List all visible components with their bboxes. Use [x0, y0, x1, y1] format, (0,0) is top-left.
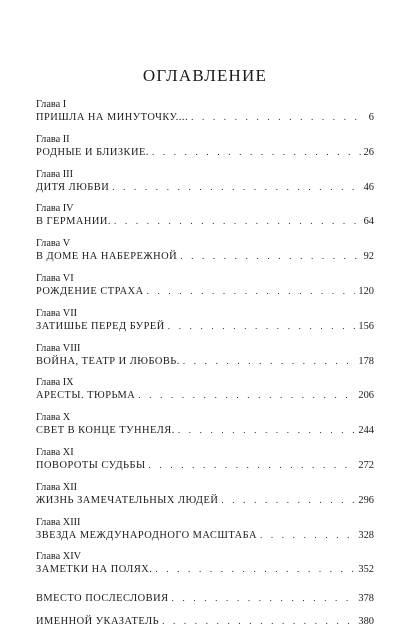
chapter-label: Глава IX: [36, 377, 74, 389]
toc-row: [36, 285, 374, 298]
toc-page-number: 296: [358, 494, 374, 506]
toc-chapter-entry: [36, 99, 374, 134]
chapter-label: Глава XIII: [36, 516, 81, 528]
dot-leader: [147, 285, 356, 298]
toc-chapter-entry: [36, 308, 374, 343]
toc-page-number: 272: [358, 459, 374, 471]
toc-entry-title: В ГЕРМАНИИ.: [36, 216, 112, 228]
chapter-label: Глава X: [36, 412, 71, 424]
toc-entry-title: ДИТЯ ЛЮБВИ: [36, 181, 110, 193]
toc-page-number: 352: [358, 564, 374, 576]
toc-row: [36, 111, 374, 124]
toc-page-number: 178: [358, 355, 374, 367]
chapter-label: Глава XIV: [36, 551, 82, 563]
toc-row: [36, 389, 374, 402]
toc-chapter-entry: [36, 551, 374, 586]
toc-row: [36, 592, 374, 605]
chapter-label: Глава II: [36, 133, 70, 145]
toc-entry-title: АРЕСТЫ. ТЮРЬМА: [36, 390, 136, 402]
dot-leader: [152, 146, 361, 159]
toc-page-number: 120: [358, 285, 374, 297]
toc-page-number: 46: [363, 181, 374, 193]
toc-entry-title: ВМЕСТО ПОСЛЕСЛОВИЯ: [36, 593, 169, 605]
toc-row: [36, 459, 374, 472]
toc-page-number: 92: [363, 251, 374, 263]
chapter-label: Глава V: [36, 238, 71, 250]
toc-row: [36, 424, 374, 437]
toc-entry-title: РОЖДЕНИЕ СТРАХА: [36, 285, 144, 297]
toc-chapter-entry: [36, 203, 374, 238]
dot-leader: [180, 250, 360, 263]
toc-chapter-entry: [36, 482, 374, 517]
toc-row: [36, 320, 374, 333]
toc-page-number: 328: [358, 529, 374, 541]
dot-leader: [172, 592, 356, 605]
chapter-label: Глава I: [36, 99, 67, 110]
toc-page-number: 206: [358, 390, 374, 402]
chapter-label: Глава VII: [36, 307, 78, 319]
toc-chapter-entry: [36, 377, 374, 412]
toc-page-number: 244: [358, 425, 374, 437]
toc-row: [36, 563, 374, 576]
toc-row: [36, 215, 374, 228]
toc-entry-title: СВЕТ В КОНЦЕ ТУННЕЛЯ.: [36, 425, 175, 437]
dot-leader: [162, 615, 355, 628]
toc-entry-title: ЗАМЕТКИ НА ПОЛЯХ.: [36, 564, 153, 576]
dot-leader: [168, 320, 356, 333]
toc-row: [36, 529, 374, 542]
dot-leader: [221, 494, 355, 507]
toc-entry-title: ПРИШЛА НА МИНУТОЧКУ....: [36, 112, 189, 123]
toc-chapter-entry: [36, 412, 374, 447]
toc-row: [36, 146, 374, 159]
toc-page-number: 156: [358, 320, 374, 332]
toc-entry-title: ИМЕННОЙ УКАЗАТЕЛЬ: [36, 616, 160, 628]
toc-page-number: 6: [368, 112, 374, 123]
toc-extra-entry: [36, 615, 374, 638]
toc-chapter-entry: [36, 447, 374, 482]
toc-entry-title: ЗВЕЗДА МЕЖДУНАРОДНОГО МАСШТАБА: [36, 529, 257, 541]
toc-extra-entry: [36, 592, 374, 615]
toc-page-number: 64: [363, 216, 374, 228]
chapter-label: Глава VIII: [36, 342, 81, 354]
toc-entry-title: ЗАТИШЬЕ ПЕРЕД БУРЕЙ: [36, 320, 165, 332]
toc-page-number: 378: [358, 593, 374, 605]
toc-title: ОГЛАВЛЕНИЕ: [142, 66, 268, 85]
toc-chapter-entry: [36, 343, 374, 378]
dot-leader: [183, 355, 356, 368]
dot-leader: [178, 424, 356, 437]
dot-leader: [114, 215, 361, 228]
chapter-label: Глава VI: [36, 272, 74, 284]
toc-page-number: 380: [358, 616, 374, 628]
toc-row: [36, 181, 374, 194]
toc-entry-title: ПОВОРОТЫ СУДЬБЫ: [36, 459, 146, 471]
chapter-label: Глава XI: [36, 446, 74, 458]
dot-leader: [112, 181, 360, 194]
toc-entry-title: ВОЙНА, ТЕАТР И ЛЮБОВЬ.: [36, 355, 180, 367]
toc-row: [36, 615, 374, 628]
toc-entry-title: ЖИЗНЬ ЗАМЕЧАТЕЛЬНЫХ ЛЮДЕЙ: [36, 494, 219, 506]
toc-list: [36, 99, 374, 638]
dot-leader: [260, 529, 355, 542]
toc-chapter-entry: [36, 169, 374, 204]
toc-chapter-entry: [36, 273, 374, 308]
chapter-label: Глава IV: [36, 203, 74, 215]
dot-leader: [155, 563, 355, 576]
toc-entry-title: В ДОМЕ НА НАБЕРЕЖНОЙ: [36, 251, 178, 263]
toc-page-number: 26: [363, 146, 374, 158]
chapter-label: Глава III: [36, 168, 74, 180]
toc-chapter-entry: [36, 134, 374, 169]
toc-entry-title: РОДНЫЕ И БЛИЗКИЕ.: [36, 146, 149, 158]
chapter-label: Глава XII: [36, 481, 78, 493]
dot-leader: [191, 111, 366, 124]
toc-row: [36, 250, 374, 263]
toc-row: [36, 494, 374, 507]
toc-chapter-entry: [36, 517, 374, 552]
toc-row: [36, 355, 374, 368]
dot-leader: [149, 459, 356, 472]
dot-leader: [138, 389, 355, 402]
toc-chapter-entry: [36, 238, 374, 273]
